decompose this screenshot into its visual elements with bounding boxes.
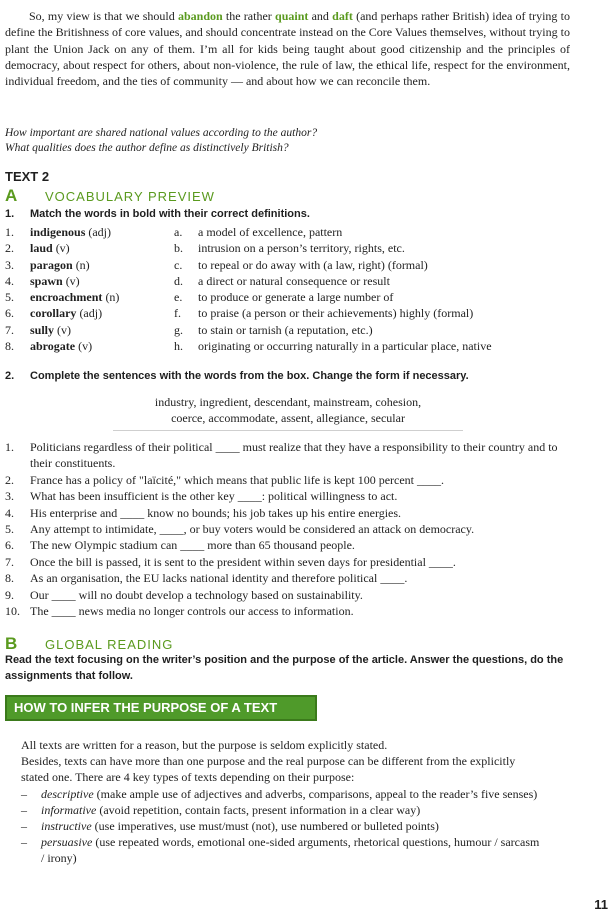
- infer-purpose-text: [21, 737, 541, 867]
- definition-letter: d.: [174, 273, 183, 288]
- vocab-number: 7.: [5, 322, 14, 337]
- text-type-item: [21, 834, 541, 866]
- sentence-number: 3.: [5, 489, 14, 504]
- sentence-text: France has a policy of "laïcité," which means that public life is kept 100 percent ____.: [30, 472, 445, 487]
- definition-letter: h.: [174, 339, 183, 354]
- infer-purpose-banner: HOW TO INFER THE PURPOSE OF A TEXT: [5, 695, 317, 721]
- section-b-letter: B: [5, 634, 18, 653]
- sentence-number: 2.: [5, 472, 14, 487]
- highlight-daft: daft: [332, 9, 353, 23]
- intro-text-start: So, my view is that we should: [29, 9, 178, 23]
- text-type-term: instructive: [41, 819, 92, 834]
- bullet-dash: –: [21, 786, 27, 801]
- vocab-term: [30, 338, 92, 354]
- vocab-term: [30, 289, 119, 305]
- sentence-text: Politicians regardless of their political ____ must realize that they have a responsibility to their country and to their constituents.: [30, 440, 558, 471]
- sentence-text: Once the bill is passed, it is sent to the president within seven days for presidential ____.: [30, 554, 456, 569]
- sentence-item: [5, 570, 565, 586]
- text-types-list: [21, 786, 541, 867]
- intro-text-end: (and perhaps rather British) idea of trying to define the Britishness of core values, and should concentrate instead on the Core Values themselves, without trying to plant the Union Jack on any of them. I’m all for kids being taught about good citizenship and the principles of democracy, about respect for others, about non-violence, the rule of law, the ethical life, respect for the environment, individual freedom, and the ties of community — and about how we can reconcile them.: [5, 9, 570, 89]
- word-box: [113, 395, 463, 431]
- vocab-part-of-speech: (v): [62, 273, 80, 288]
- vocab-part-of-speech: (v): [52, 241, 70, 256]
- vocab-row: [5, 224, 585, 240]
- definition-letter: f.: [174, 306, 181, 321]
- vocab-word: paragon: [30, 257, 73, 272]
- instruction-1: [5, 206, 585, 222]
- section-b-name: GLOBAL READING: [45, 637, 174, 652]
- vocab-part-of-speech: (n): [102, 290, 120, 305]
- infer-paragraph-2: Besides, texts can have more than one purpose and the real purpose can be different from the explicitly stated one. There are 4 key types of texts depending on their purpose:: [21, 754, 516, 785]
- text-type-term: persuasive: [41, 835, 93, 850]
- text-type-description: (use repeated words, emotional one-sided arguments, rhetorical questions, humour / sarcasm / irony): [41, 835, 540, 866]
- bullet-dash: –: [21, 819, 27, 834]
- definition-text: intrusion on a person’s territory, rights, etc.: [198, 241, 405, 256]
- section-b-heading: [5, 634, 173, 654]
- instruction-b: Read the text focusing on the writer’s position and the purpose of the article. Answer the questions, do the assignments that follow.: [5, 654, 564, 682]
- intro-text-mid1: the rather: [222, 9, 276, 23]
- sentence-text: Our ____ will no doubt develop a technology based on sustainability.: [30, 587, 363, 602]
- definition-letter: c.: [174, 257, 183, 272]
- instruction-2-number: 2.: [5, 370, 15, 382]
- instruction-1-number: 1.: [5, 208, 15, 220]
- sentence-item: [5, 603, 565, 619]
- sentence-text: What has been insufficient is the other key ____: political willingness to act.: [30, 489, 398, 504]
- highlight-abandon: abandon: [177, 9, 223, 23]
- sentence-number: 8.: [5, 571, 14, 586]
- vocab-row: [5, 240, 585, 256]
- vocab-word: corollary: [30, 306, 77, 321]
- definition-text: to stain or tarnish (a reputation, etc.): [198, 322, 373, 337]
- sentence-item: [5, 488, 565, 504]
- sentence-number: 5.: [5, 522, 14, 537]
- vocab-number: 8.: [5, 339, 14, 354]
- bullet-dash: –: [21, 802, 27, 817]
- vocab-word: encroachment: [30, 290, 103, 305]
- sentence-number: 10.: [5, 604, 20, 619]
- vocabulary-matching-list: [5, 224, 585, 354]
- definition-letter: e.: [174, 290, 183, 305]
- definition-text: a model of excellence, pattern: [198, 225, 343, 239]
- highlight-quaint: quaint: [275, 9, 309, 23]
- text-type-description: (make ample use of adjectives and adverbs, comparisons, appeal to the reader’s five senses): [93, 786, 538, 801]
- sentence-number: 9.: [5, 587, 14, 602]
- instruction-2-text: Complete the sentences with the words from the box. Change the form if necessary.: [30, 370, 469, 382]
- vocab-part-of-speech: (v): [75, 339, 93, 354]
- intro-paragraph: [5, 8, 570, 89]
- vocab-word: sully: [30, 322, 55, 337]
- vocab-term: [30, 224, 111, 240]
- sentence-number: 1.: [5, 440, 14, 454]
- text-type-item: [21, 802, 541, 818]
- section-a-heading: [5, 186, 215, 206]
- vocab-number: 1.: [5, 225, 14, 239]
- gap-fill-sentences: [5, 439, 565, 619]
- vocab-number: 2.: [5, 241, 14, 256]
- page-number: 11: [594, 897, 608, 912]
- sentence-item: [5, 521, 565, 537]
- sentence-text: The ____ news media no longer controls our access to information.: [30, 604, 354, 619]
- sentence-item: [5, 439, 565, 472]
- vocab-row: [5, 289, 585, 305]
- text-type-item: [21, 818, 541, 834]
- instruction-1-text: Match the words in bold with their correct definitions.: [30, 208, 310, 220]
- sentence-text: The new Olympic stadium can ____ more than 65 thousand people.: [30, 538, 355, 553]
- text-type-term: descriptive: [41, 786, 94, 801]
- vocab-term: [30, 257, 90, 273]
- text2-heading: TEXT 2: [5, 169, 50, 184]
- sentence-item: [5, 537, 565, 553]
- vocab-row: [5, 338, 585, 354]
- sentence-number: 7.: [5, 554, 14, 569]
- definition-letter: a.: [174, 225, 183, 239]
- word-box-line-1: industry, ingredient, descendant, mainstream, cohesion,: [154, 395, 422, 409]
- text-type-description: (use imperatives, use must/must (not), use numbered or bulleted points): [91, 819, 439, 834]
- question-1: How important are shared national values according to the author?: [5, 127, 318, 139]
- vocab-word: abrogate: [30, 339, 76, 354]
- vocab-part-of-speech: (n): [72, 257, 90, 272]
- vocab-part-of-speech: (v): [54, 322, 72, 337]
- vocab-part-of-speech: (adj): [85, 225, 112, 239]
- sentence-item: [5, 472, 565, 488]
- intro-text-mid2: and: [308, 9, 333, 23]
- vocab-term: [30, 273, 80, 289]
- sentence-number: 6.: [5, 538, 14, 553]
- vocab-number: 5.: [5, 290, 14, 305]
- definition-text: a direct or natural consequence or result: [198, 273, 390, 288]
- vocab-word: indigenous: [30, 225, 86, 239]
- text-type-description: (avoid repetition, contain facts, present information in a clear way): [96, 802, 421, 817]
- text-type-term: informative: [41, 802, 97, 817]
- sentence-text: As an organisation, the EU lacks national identity and therefore political ____.: [30, 571, 408, 586]
- vocab-number: 6.: [5, 306, 14, 321]
- section-a-name: VOCABULARY PREVIEW: [45, 189, 215, 204]
- sentence-item: [5, 587, 565, 603]
- text-type-item: [21, 786, 541, 802]
- definition-text: to praise (a person or their achievements) highly (formal): [198, 306, 474, 321]
- vocab-row: [5, 305, 585, 321]
- vocab-row: [5, 257, 585, 273]
- vocab-part-of-speech: (adj): [76, 306, 103, 321]
- vocab-row: [5, 273, 585, 289]
- vocab-term: [30, 240, 70, 256]
- vocab-term: [30, 322, 71, 338]
- infer-paragraph-1: All texts are written for a reason, but the purpose is seldom explicitly stated.: [21, 738, 388, 752]
- vocab-term: [30, 305, 102, 321]
- reading-questions: [5, 126, 570, 156]
- sentence-text: His enterprise and ____ know no bounds; his job takes up his entire energies.: [30, 505, 402, 520]
- definition-text: originating or occurring naturally in a particular place, native: [198, 339, 492, 354]
- bullet-dash: –: [21, 835, 27, 850]
- word-box-line-2: coerce, accommodate, assent, allegiance, secular: [171, 410, 405, 425]
- sentence-item: [5, 554, 565, 570]
- definition-letter: b.: [174, 241, 183, 256]
- vocab-number: 3.: [5, 257, 14, 272]
- sentence-text: Any attempt to intimidate, ____, or buy voters would be considered an attack on democracy.: [30, 522, 475, 537]
- vocab-row: [5, 322, 585, 338]
- definition-letter: g.: [174, 322, 183, 337]
- vocab-number: 4.: [5, 273, 14, 288]
- sentence-number: 4.: [5, 505, 14, 520]
- definition-text: to produce or generate a large number of: [198, 290, 394, 305]
- section-a-letter: A: [5, 186, 18, 205]
- vocab-word: laud: [30, 241, 53, 256]
- question-2: What qualities does the author define as distinctively British?: [5, 142, 289, 154]
- sentence-item: [5, 505, 565, 521]
- instruction-2: [5, 368, 585, 384]
- definition-text: to repeal or do away with (a law, right) (formal): [198, 257, 428, 272]
- vocab-word: spawn: [30, 273, 63, 288]
